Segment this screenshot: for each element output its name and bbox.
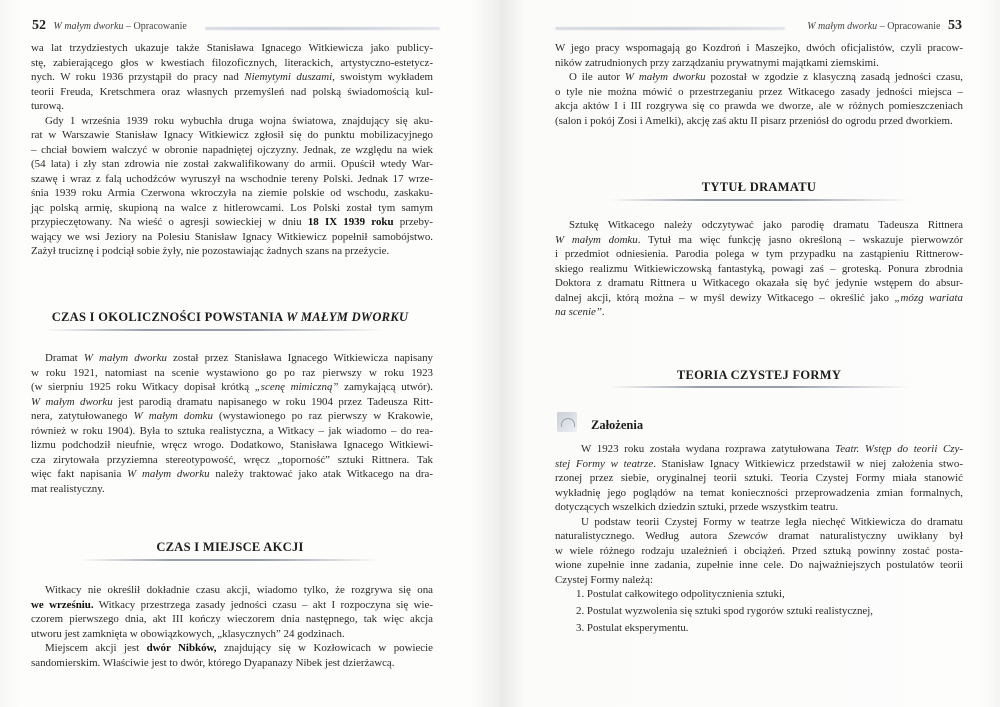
running-header <box>807 18 962 34</box>
running-title-rest: – Opracowanie <box>877 21 941 32</box>
text: jąc polską armię, skupioną na walce z hitlerowcami. Los Polski został tym samym <box>31 201 433 214</box>
text: jest parodią dramatu napisanego w roku 1904 przez Tadeusza Ritt- <box>112 395 433 408</box>
text: wykładnię jego poglądów na temat konieczności przeprowadzenia zmian formalnych, <box>555 486 963 499</box>
text-line <box>31 380 433 395</box>
italic-text: W małym domku <box>555 233 638 246</box>
text: Miejscem akcji jest <box>45 642 147 654</box>
list-item: 1. Postulat całkowitego odpolitycznienia sztuki, <box>576 588 785 600</box>
text: rat w Warszawie Stanisław Ignacy Witkiewicz zgłosił się do punktu mobilizacyjnego <box>31 129 433 141</box>
text-line <box>555 573 963 588</box>
text: znajdujący się w Kozłowicach w powiecie <box>216 642 434 654</box>
text-line <box>31 424 433 439</box>
section-heading <box>30 310 430 325</box>
text: został przez Stanisława Ignacego Witkiewicza napisany <box>166 352 433 364</box>
page-number: 53 <box>948 18 962 33</box>
section-heading: TYTUŁ DRAMATU <box>701 180 817 194</box>
heading-rule <box>45 329 385 331</box>
italic-text: W małym dworku <box>127 468 210 480</box>
list-item: 2. Postulat wyzwolenia się sztuki spod rygorów sztuki realistycznej, <box>576 605 874 617</box>
text-line <box>31 467 433 482</box>
section-text <box>31 583 433 670</box>
text-line <box>555 85 963 100</box>
text: Czystej Formy należą: <box>555 573 653 586</box>
running-title <box>807 21 940 32</box>
italic-text: stej Formy w teatrze <box>555 457 654 470</box>
text: Zażył truciznę i podciął sobie żyły, nie pozostawiając żadnych szans na przeżycie. <box>31 245 390 257</box>
text-line <box>31 157 433 172</box>
running-title-italic: W małym dworku <box>807 21 878 32</box>
section-text <box>555 442 963 587</box>
text-line <box>31 230 433 245</box>
text-line <box>31 351 433 366</box>
text-line <box>555 558 963 573</box>
text: śnia 1939 roku Armia Czerwona wkroczyła na ziemie polskie od wschodu, zaskaku- <box>31 187 433 199</box>
text-line <box>31 70 433 85</box>
text: wający we wsi Jeziory na Polesiu Stanisław Ignacy Witkiewicz popełnił samobójstwo. <box>31 230 433 243</box>
paragraph <box>31 351 433 496</box>
text: – chciał bowiem walczyć w obronie napadniętej ojczyzny. Jednak, ze względu na wiek <box>31 143 433 156</box>
text-line <box>31 583 433 598</box>
paragraph <box>555 218 963 320</box>
text: więc fakt napisania <box>31 468 128 480</box>
text: turową. <box>31 100 64 112</box>
intro-text <box>31 41 433 259</box>
text-line <box>555 457 963 472</box>
intro-text <box>555 41 963 128</box>
running-title <box>54 21 187 32</box>
text-line <box>555 544 963 559</box>
text-line <box>31 409 433 424</box>
text: przypieczętowany. Na wieść o agresji sowieckiej w dniu <box>31 216 308 228</box>
italic-text: W małym dworku <box>83 352 167 364</box>
text: dalnej akcji, którą można – w myśl dewizy Witkacego – określić jako <box>555 291 895 304</box>
text-line <box>555 247 963 262</box>
italic-text: „scenę mimiczną” <box>254 381 339 393</box>
text: dotyczących wszelkich dziedzin sztuki, przede wszystkim teatru. <box>555 501 839 513</box>
bold-text: we wrześniu. <box>31 598 94 611</box>
text-line <box>555 262 963 277</box>
text: również w roku 1904). Była to sztuka realistyczna, a Witkacy – jak wiadomo – do rea- <box>31 424 433 437</box>
running-header <box>32 18 187 34</box>
text-line <box>31 85 433 100</box>
text-line <box>31 627 433 642</box>
paragraph <box>31 41 433 114</box>
text: w roku 1921, natomiast na scenie wystawiono go po raz pierwszy w roku 1923 <box>31 366 433 379</box>
paragraph <box>555 70 963 128</box>
text: . Tytuł ma więc funkcję jasno określoną – wskazuje pierwowzór <box>637 233 963 246</box>
text: , swoistym wykładem <box>332 71 433 83</box>
text-line <box>555 500 963 515</box>
text: Sztukę Witkacego należy odczytywać jako parodię dramatu Tadeusza Rittnera <box>569 219 963 231</box>
text-line <box>31 128 433 143</box>
text-line <box>555 529 963 544</box>
text-line <box>31 201 433 216</box>
text-line <box>31 598 433 613</box>
text: Doktora z dramatu Rittnera u Witkacego okazała się być jedynie wstępem do absur- <box>555 277 963 289</box>
text: (w sierpniu 1925 roku Witkacy dopisał krótką <box>31 381 255 393</box>
text-line <box>31 186 433 201</box>
text-line <box>31 656 433 671</box>
text: akcja aktów I i III rozgrywa się co prawda we dworze, ale w różnych pomieszczeniach <box>555 100 963 112</box>
text-line <box>555 515 963 530</box>
text: (salon i pokój Zosi i Amelki), akcję zaś aktu II pisarz przeniósł do ogrodu przed dworkiem. <box>555 114 953 127</box>
text: U podstaw teorii Czystej Formy w teatrze legła niechęć Witkiewicza do dramatu <box>581 515 963 528</box>
section-text <box>555 218 963 320</box>
italic-text: „mózg wariata <box>894 291 963 304</box>
text-line <box>555 56 963 71</box>
text: wione zupełnie inne zadania, zupełnie inne cele. Do najważniejszych postulatów teorii <box>555 559 963 571</box>
text: Witkacy przestrzega zasady jedności czasu – akt I rozpoczyna się wie- <box>93 598 434 611</box>
text: . Stanisław Ignacy Witkiewicz przedstawił w niej założenia stwo- <box>653 457 963 470</box>
text-line <box>555 276 963 291</box>
text-line <box>31 41 433 56</box>
text: sandomierskim. Właściwie jest to dwór, którego Dyapanazy Nibek jest dzierżawcą. <box>31 656 395 669</box>
section-heading: CZAS I MIEJSCE AKCJI <box>156 540 304 554</box>
text: Gdy 1 września 1939 roku wybuchła druga wojna światowa, znajdujący się aku- <box>45 114 433 127</box>
bold-text: dwór Nibków, <box>146 642 217 654</box>
text-line <box>31 453 433 468</box>
header-rule <box>205 27 440 30</box>
text-line <box>555 114 963 129</box>
text: (wystawionego po raz pierwszy w Krakowie, <box>212 410 434 422</box>
text-line <box>555 305 963 320</box>
text-line <box>555 291 963 306</box>
text: i przedmiot odniesienia. Parodia polega w tym przypadku na zastąpieniu Rittnerow- <box>555 248 963 260</box>
text: pozostał w zgodzie z klasyczną zasadą jedności czasu, <box>705 71 963 83</box>
text: stę, zabierającego głos w kwestiach filozoficznych, literackich, artystyczno-estetycz- <box>31 56 433 69</box>
text: W 1923 roku została wydana rozprawa zatytułowana <box>581 443 836 455</box>
text-line <box>555 471 963 486</box>
theatre-icon <box>557 412 577 432</box>
text: o tyle nie można mówić o przestrzeganiu przez Witkacego zasady jedności miejsca – <box>555 85 963 98</box>
text-line <box>31 438 433 453</box>
text-line <box>31 244 433 259</box>
text: wa lat trzydziestych ukazuje także Stanisława Ignacego Witkiewicza jako publicy- <box>31 42 433 54</box>
section-heading: TEORIA CZYSTEJ FORMY <box>676 368 842 382</box>
text: mat realistyczny. <box>31 482 105 495</box>
running-title-rest: – Opracowanie <box>123 21 187 32</box>
text: nera, zatytułowanego <box>31 410 134 422</box>
text: rzonej przez siebie, oryginalnej teorii sztuki. Teoria Czystej Formy miała stanowić <box>555 472 963 484</box>
text: teorii Freuda, Kretschmera oraz własnych przemyśleń nad polską świadomością kul- <box>31 85 433 98</box>
text: czorem pierwszego dnia, akt III kończy wieczorem dnia następnego, tak więc akcja <box>31 613 433 625</box>
list-item: 3. Postulat eksperymentu. <box>576 622 689 634</box>
text-line <box>555 218 963 233</box>
text-line <box>555 70 963 85</box>
text: dramat naturalistyczny uwikłany był <box>767 530 963 542</box>
text-line <box>555 41 963 56</box>
text: lizmu podchodził nieufnie, wręcz wrogo. Dodatkowo, Stanisława Ignacego Witkiewi- <box>31 439 433 451</box>
heading-rule <box>610 386 910 388</box>
paragraph <box>31 114 433 259</box>
page-number: 52 <box>32 18 46 33</box>
text: Dramat <box>45 352 84 364</box>
heading-text: CZAS I OKOLICZNOŚCI POWSTANIA <box>51 310 287 324</box>
italic-text: Teatr. Wstęp do teorii Czy- <box>835 443 963 455</box>
italic-text: Niemytymi duszami <box>244 71 333 83</box>
paragraph <box>31 641 433 670</box>
text: skiego realizmu Witkiewiczowską fantastyką, powagi zaś – groteską. Ponura zbrodnia <box>555 262 963 275</box>
text-line <box>31 366 433 381</box>
paragraph <box>31 583 433 641</box>
subheading: Założenia <box>591 418 644 432</box>
heading-italic: W MAŁYM DWORKU <box>286 310 409 324</box>
text-line <box>31 172 433 187</box>
text: O ile autor <box>569 71 625 83</box>
text-line <box>31 641 433 656</box>
text-line <box>555 486 963 501</box>
text: szawę i wraz z falą uchodźców wyruszył na wschodnie tereny Polski. Jednak 17 wrze- <box>31 172 433 185</box>
text: utworu jest zamknięta w obowiązkowych, „klasycznych” 24 godzinach. <box>31 627 345 640</box>
text-line <box>31 215 433 230</box>
text: zamykającą utwór). <box>338 381 434 393</box>
italic-text: W małym dworku <box>624 71 706 83</box>
bold-text: 18 IX 1939 roku <box>307 216 394 228</box>
paragraph <box>555 442 963 515</box>
italic-text: W małym domku <box>133 410 213 422</box>
text-line <box>31 56 433 71</box>
text: ników zatrudnionych przy zarządzaniu prywatnymi majątkami ziemskimi. <box>555 56 879 69</box>
text: . <box>601 306 605 318</box>
italic-text: Szewców <box>728 530 768 542</box>
text-line <box>31 612 433 627</box>
text: Witkacy nie określił dokładnie czasu akcji, wiadomo tylko, że rozgrywa się ona <box>45 584 433 596</box>
heading-rule <box>80 559 380 561</box>
section-text <box>31 351 433 496</box>
text-line <box>555 442 963 457</box>
text: (54 lata) i zły stan zdrowia nie został zakwalifikowany do armii. Opuścił wtedy War- <box>31 158 433 170</box>
paragraph <box>555 41 963 70</box>
running-title-italic: W małym dworku <box>53 21 124 32</box>
text: w wiele różnego rodzaju uzależnień i obciążeń. Przed sztuką powinny zostać posta- <box>555 544 963 557</box>
text-line <box>555 233 963 248</box>
italic-text: na scenie” <box>555 306 602 318</box>
text: W jego pracy wspomagają go Kozdroń i Maszejko, dwóch oficjalistów, czyli pracow- <box>555 42 963 54</box>
text-line <box>31 99 433 114</box>
italic-text: W małym dworku <box>31 395 113 408</box>
heading-rule <box>610 199 910 201</box>
text: należy traktować jako atak Witkacego na dra- <box>209 468 433 480</box>
text-line <box>31 482 433 497</box>
text-line <box>31 143 433 158</box>
text: cza zirytowała przyziemna stereotypowość, wręcz „toporność” sztuki Rittnera. Tak <box>31 453 433 466</box>
text: naturalistycznego. Według autora <box>555 530 729 542</box>
right-page <box>500 0 1000 707</box>
header-rule <box>555 27 785 30</box>
text-line <box>555 99 963 114</box>
text: przeby- <box>393 216 434 228</box>
text: nych. W roku 1936 przystąpił do pracy nad <box>31 71 245 83</box>
paragraph <box>555 515 963 588</box>
postulates-list <box>576 586 873 637</box>
text-line <box>31 395 433 410</box>
text-line <box>31 114 433 129</box>
